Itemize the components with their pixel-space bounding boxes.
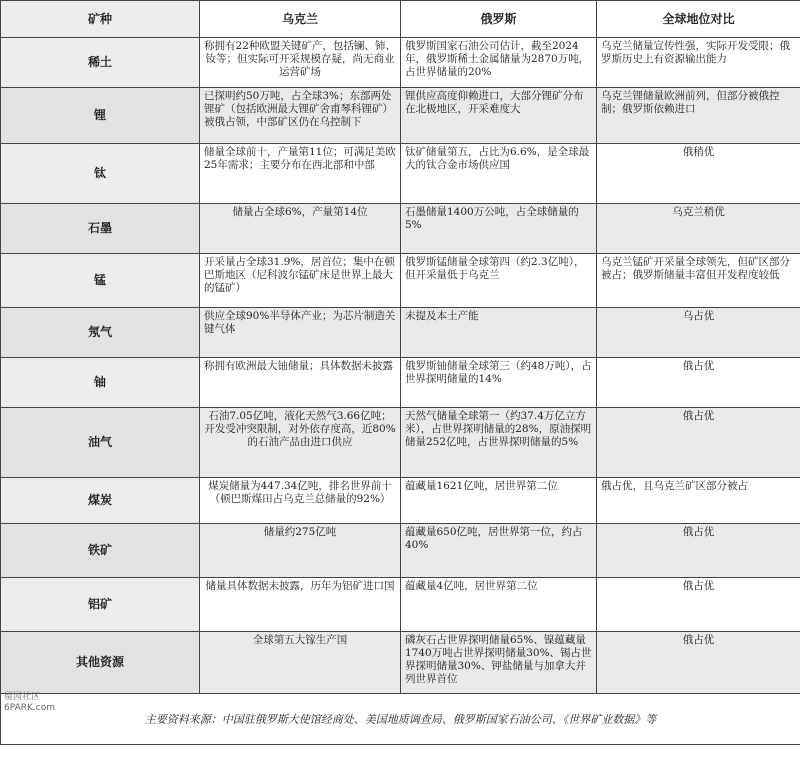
header-mineral: 矿种 xyxy=(1,1,200,38)
comparison-cell: 俄占优 xyxy=(597,632,800,694)
table-row xyxy=(1,578,800,632)
ukraine-cell: 开采量占全球31.9%，居首位；集中在顿巴斯地区（尼科波尔锰矿床是世界上最大的锰矿） xyxy=(200,254,401,308)
comparison-cell: 俄占优 xyxy=(597,578,800,632)
ukraine-cell: 石油7.05亿吨，液化天然气3.66亿吨；开发受冲突限制，对外依存度高，近80%的石油产品由进口供应 xyxy=(200,408,401,478)
mineral-name: 氖气 xyxy=(1,308,200,358)
ukraine-cell: 储量占全球6%，产量第14位 xyxy=(200,204,401,254)
mineral-name: 铝矿 xyxy=(1,578,200,632)
table-row xyxy=(1,358,800,408)
table-row xyxy=(1,144,800,204)
watermark-line2: 6PARK.com xyxy=(4,703,55,713)
russia-cell: 钛矿储量第五，占比为6.6%，是全球最大的钛合金市场供应国 xyxy=(401,144,597,204)
comparison-cell: 俄占优，且乌克兰矿区部分被占 xyxy=(597,478,800,524)
comparison-cell: 乌克兰储量宣传性强，实际开发受限；俄罗斯历史上有资源输出能力 xyxy=(597,38,800,88)
comparison-cell: 乌克兰稍优 xyxy=(597,204,800,254)
table-row xyxy=(1,308,800,358)
russia-cell: 俄罗斯铀储量全球第三（约48万吨），占世界探明储量的14% xyxy=(401,358,597,408)
ukraine-cell: 储量约275亿吨 xyxy=(200,524,401,578)
ukraine-cell: 供应全球90%半导体产业；为芯片制造关键气体 xyxy=(200,308,401,358)
mineral-name: 煤炭 xyxy=(1,478,200,524)
russia-cell: 蕴藏量1621亿吨，居世界第二位 xyxy=(401,478,597,524)
table-row xyxy=(1,408,800,478)
ukraine-cell: 称拥有欧洲最大铀储量；具体数据未披露 xyxy=(200,358,401,408)
watermark-line1: 留园社区 xyxy=(4,692,41,702)
comparison-cell: 俄占优 xyxy=(597,408,800,478)
sources-note: 主要资料来源：中国驻俄罗斯大使馆经商处、美国地质调查局、俄罗斯国家石油公司、《世界矿业数据》等 xyxy=(1,694,800,745)
ukraine-cell: 全球第五大镓生产国 xyxy=(200,632,401,694)
russia-cell: 天然气储量全球第一（约37.4万亿立方米），占世界探明储量的28%，原油探明储量252亿吨，占世界探明储量的5% xyxy=(401,408,597,478)
mineral-name: 石墨 xyxy=(1,204,200,254)
russia-cell: 未提及本土产能 xyxy=(401,308,597,358)
table-row xyxy=(1,254,800,308)
comparison-cell: 乌占优 xyxy=(597,308,800,358)
table-body xyxy=(1,38,800,745)
russia-cell: 锂供应高度仰赖进口，大部分锂矿分布在北极地区，开采难度大 xyxy=(401,88,597,144)
table-row xyxy=(1,88,800,144)
comparison-cell: 俄占优 xyxy=(597,524,800,578)
russia-cell: 俄罗斯锰储量全球第四（约2.3亿吨），但开采量低于乌克兰 xyxy=(401,254,597,308)
ukraine-cell: 储量具体数据未披露，历年为铝矿进口国 xyxy=(200,578,401,632)
russia-cell: 蕴藏量4亿吨，居世界第二位 xyxy=(401,578,597,632)
mineral-name: 锰 xyxy=(1,254,200,308)
table-row xyxy=(1,632,800,694)
russia-cell: 磷灰石占世界探明储量65%、镍蕴藏量1740万吨占世界探明储量30%、锡占世界探明储量30%、钾盐储量与加拿大并列世界首位 xyxy=(401,632,597,694)
russia-cell: 石墨储量1400万公吨，占全球储量的5% xyxy=(401,204,597,254)
mineral-name: 其他资源 xyxy=(1,632,200,694)
mineral-name: 铀 xyxy=(1,358,200,408)
russia-cell: 俄罗斯国家石油公司估计，截至2024年，俄罗斯稀土金属储量为2870万吨，占世界储量的20% xyxy=(401,38,597,88)
comparison-cell: 俄稍优 xyxy=(597,144,800,204)
mineral-name: 油气 xyxy=(1,408,200,478)
comparison-cell: 俄占优 xyxy=(597,358,800,408)
table-row xyxy=(1,38,800,88)
header-ukraine: 乌克兰 xyxy=(200,1,401,38)
table-row xyxy=(1,524,800,578)
comparison-cell: 乌克兰锰矿开采量全球领先，但矿区部分被占；俄罗斯储量丰富但开发程度较低 xyxy=(597,254,800,308)
ukraine-cell: 已探明约50万吨，占全球3%；东部两处锂矿（包括欧洲最大锂矿舍甫琴科锂矿）被俄占领，中部矿区仍在乌控制下 xyxy=(200,88,401,144)
mineral-name: 铁矿 xyxy=(1,524,200,578)
mineral-name: 稀土 xyxy=(1,38,200,88)
comparison-cell: 乌克兰锂储量欧洲前列，但部分被俄控制；俄罗斯依赖进口 xyxy=(597,88,800,144)
table-header-row xyxy=(1,1,800,38)
ukraine-cell: 储量全球前十，产量第11位；可满足美欧25年需求；主要分布在西北部和中部 xyxy=(200,144,401,204)
table-row xyxy=(1,478,800,524)
mineral-name: 锂 xyxy=(1,88,200,144)
russia-cell: 蕴藏量650亿吨，居世界第一位，约占40% xyxy=(401,524,597,578)
watermark xyxy=(4,692,55,714)
header-russia: 俄罗斯 xyxy=(401,1,597,38)
ukraine-cell: 煤炭储量为447.34亿吨，排名世界前十（顿巴斯煤田占乌克兰总储量的92%） xyxy=(200,478,401,524)
footer-row xyxy=(1,694,800,745)
table-row xyxy=(1,204,800,254)
header-comparison: 全球地位对比 xyxy=(597,1,800,38)
ukraine-cell: 称拥有22种欧盟关键矿产，包括镧、铈、钕等；但实际可开采规模存疑，尚无商业运营矿场 xyxy=(200,38,401,88)
mineral-name: 钛 xyxy=(1,144,200,204)
